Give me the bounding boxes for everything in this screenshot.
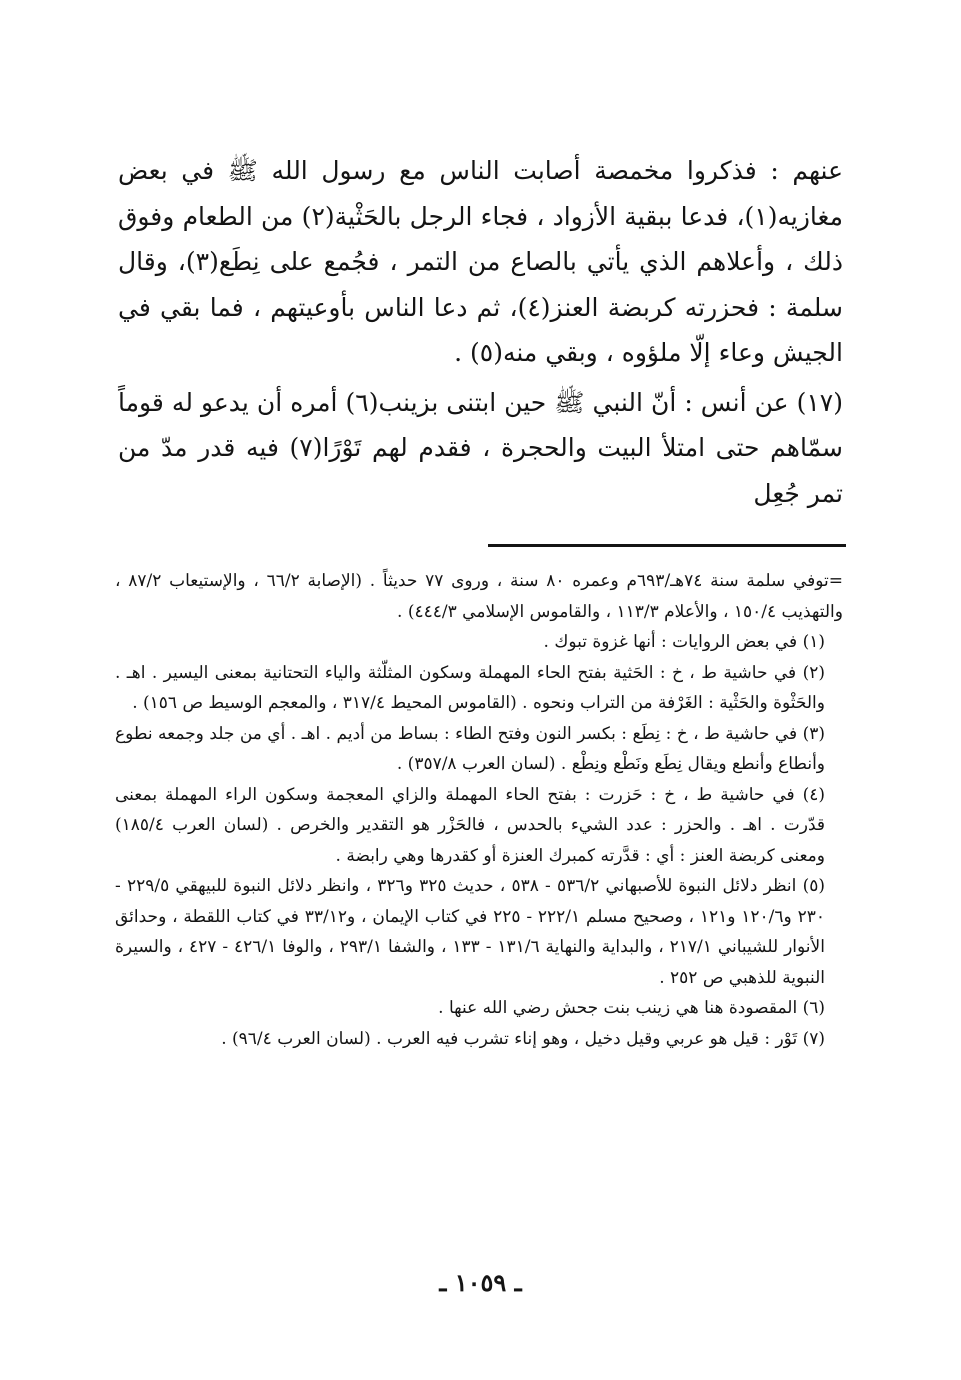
main-paragraph-2: (١٧) عن أنس : أنّ النبي ﷺ حين ابتنى بزينب(٦) أمره أن يدعو له قوماً سمّاهم حتى امتلأ البيت والحجرة ، فقدم لهم تَوْرًا(٧) فيه قدر مدّ من تمر جُعِل	[118, 387, 843, 508]
footnote-3: (٣) في حاشية ط ، خ : نِطَع : بكسر النون وفتح الطاء : بساط من أديم . اهـ . أي من جلد وجمعه نطوع وأنطاع وأنطع ويقال نِطَع ونَطْع ونِطْع . (لسان العرب ٣٥٧/٨) .	[115, 723, 825, 774]
footnotes-block	[115, 566, 843, 1054]
page-number: ـ ١٠٥٩ ـ	[439, 1268, 522, 1297]
main-paragraph-1: عنهم : فذكروا مخمصة أصابت الناس مع رسول الله ﷺ في بعض مغازيه(١)، فدعا ببقية الأزواد ، فجاء الرجل بالحَثْية(٢) من الطعام وفوق ذلك ، وأعلاهم الذي يأتي بالصاع من التمر ، فجُمع على نِطَع(٣)، وقال سلمة : فحزرته كربضة العنز(٤)، ثم دعا الناس بأوعيتهم ، فما بقي في الجيش وعاء إلّا ملؤوه ، وبقي منه(٥) .	[118, 156, 843, 367]
footnote-separator-line	[488, 544, 846, 547]
footnote-continuation: =توفي سلمة سنة ٧٤هـ/٦٩٣م وعمره ٨٠ سنة ، وروى ٧٧ حديثاً . (الإصابة ٦٦/٢ ، والإستيعاب ٨٧/٢ ، والتهذيب ١٥٠/٤ ، والأعلام ١١٣/٣ ، والقاموس الإسلامي ٤٤٤/٣) .	[115, 571, 843, 622]
main-text-block	[118, 148, 843, 516]
footnote-7: (٧) تَوْر : قيل هو عربي وقيل دخيل ، وهو إناء تشرب فيه العرب . (لسان العرب ٩٦/٤) .	[221, 1028, 825, 1049]
footnote-1: (١) في بعض الروايات : أنها غزوة تبوك .	[543, 632, 825, 652]
footnote-2: (٢) في حاشية ط ، خ : الحَثية بفتح الحاء المهملة وسكون المثلّثة والياء التحتانية بمعنى اليسير . اهـ . والحَثْوة والحَثْية : الغَرْفة من التراب ونحوه . (القاموس المحيط ٣١٧/٤ ، والمعجم الوسيط ص ١٥٦) .	[115, 662, 825, 713]
footnote-4: (٤) في حاشية ط ، خ : حَزرت : بفتح الحاء المهملة والزاي المعجمة وسكون الراء المهملة بمعنى قدّرت . اهـ . والحزر : عدد الشيء بالحدس ، فالحَزْر هو التقدير والخرص . (لسان العرب ١٨٥/٤) ومعنى كربضة العنز : أي : قدَّرته كمبرك العنزة أو كقدرها وهي رابضة .	[115, 784, 825, 866]
footnote-6: (٦) المقصودة هنا هي زينب بنت جحش رضي الله عنها .	[438, 998, 825, 1018]
footnote-5: (٥) انظر دلائل النبوة للأصبهاني ٥٣٦/٢ - ٥٣٨ ، حديث ٣٢٥ و٣٢٦ ، وانظر دلائل النبوة للبيهقي ٢٢٩/٥ - ٢٣٠ و١٢٠/٦ و١٢١ ، وصحيح مسلم ٢٢٢/١ - ٢٢٥ في كتاب الإيمان ، و٣٣/١٢ في كتاب اللقطة ، وحدائق الأنوار للشيباني ٢١٧/١ ، والبداية والنهاية ١٣١/٦ - ١٣٣ ، والشفا ٢٩٣/١ ، والوفا ٤٢٦/١ - ٤٢٧ ، والسيرة النبوية للذهبي ص ٢٥٢ .	[115, 876, 825, 988]
